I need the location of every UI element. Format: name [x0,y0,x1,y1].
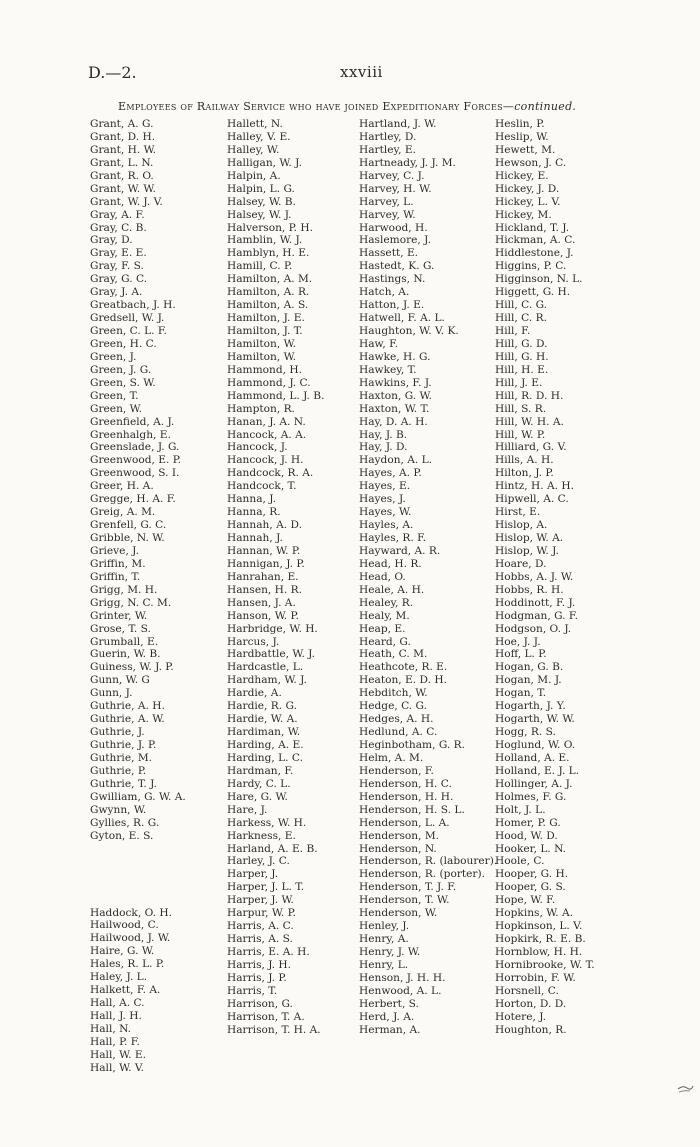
name-entry: Hammond, H. [227,363,302,376]
name-entry: Hamilton, A. S. [227,299,309,312]
name-entry: Hobbs, R. H. [495,583,564,596]
name-entry: Hannigan, J. P. [227,557,305,570]
name-entry: Guthrie, A. W. [90,713,165,726]
name-entry: Higginson, N. L. [495,273,583,286]
name-entry: Hill, R. D. H. [495,389,564,402]
name-entry: Guerin, W. B. [90,648,161,661]
name-entry: Hall, N. [90,1022,132,1035]
name-entry: Harding, L. C. [227,751,303,764]
name-entry: Hardie, W. A. [227,713,298,726]
name-entry: Halley, V. E. [227,130,291,143]
name-entry: Haddock, O. H. [90,906,172,919]
name-entry: Halligan, W. J. [227,156,302,169]
name-entry: Hilliard, G. V. [495,441,567,454]
name-entry: Hawke, H. G. [359,350,431,363]
name-entry: Gray, A. F. [90,208,145,221]
name-entry: Hoole, C. [495,855,545,868]
name-entry: Griffin, M. [90,557,146,570]
name-entry: Herman, A. [359,1023,421,1036]
name-entry: Halsey, W. J. [227,208,292,221]
name-entry: Hislop, W. J. [495,544,559,557]
name-entry: Hooper, G. S. [495,881,566,894]
name-entry: Haire, G. W. [90,945,155,958]
name-entry: Hill, H. E. [495,363,549,376]
name-entry: Guthrie, P. [90,764,147,777]
name-entry: Henderson, H. S. L. [359,803,465,816]
name-entry: Greenhalgh, E. [90,428,171,441]
name-entry: Hickland, T. J. [495,221,570,234]
name-entry: Haydon, A. L. [359,454,433,467]
name-entry: Greenslade, J. G. [90,441,180,454]
name-entry: Henson, J. H. H. [359,971,446,984]
name-entry: Hansen, J. A. [227,596,296,609]
name-entry: Heard, G. [359,635,411,648]
name-entry: Gunn, W. G [90,674,150,687]
name-entry: Hanson, W. P. [227,609,299,622]
name-entry: Henry, A. [359,933,409,946]
name-entry: Henderson, M. [359,829,440,842]
name-entry: Holland, E. J. L. [495,764,580,777]
name-entry: Hardbattle, W. J. [227,648,315,661]
name-entry: Haw, F. [359,337,399,350]
name-entry: Hannan, W. P. [227,544,301,557]
name-entry: Hoare, D. [495,557,547,570]
name-entry: Gyllies, R. G. [90,816,160,829]
name-entry: Hawkins, F. J. [359,376,432,389]
name-entry: Hilton, J. P. [495,467,554,480]
name-entry: Hopkins, W. A. [495,907,573,920]
name-entry: Hall, A. C. [90,997,145,1010]
name-entry: Holt, J. L. [495,803,546,816]
name-entry: Henderson, H. C. [359,777,452,790]
name-entry: Henley, J. [359,920,410,933]
name-entry: Harris, T. [227,984,278,997]
name-column-3 [359,118,497,1037]
heading-continued: continued. [514,100,577,113]
name-entry: Hogan, G. B. [495,661,564,674]
name-entry: Haughton, W. V. K. [359,325,459,337]
name-entry: Hardman, F. [227,764,294,777]
name-entry: Harding, A. E. [227,739,304,751]
name-entry: Halley, W. [227,143,280,156]
name-entry: Houghton, R. [495,1023,567,1036]
name-entry: Halpin, L. G. [227,182,295,195]
name-entry: Hayes, A. P. [359,467,422,480]
name-entry: Guthrie, J. [90,726,145,739]
name-entry: Hardie, A. [227,687,282,700]
group-spacer [90,843,186,907]
name-entry: Hammond, J. C. [227,376,311,389]
name-entry: Hannah, A. D. [227,519,302,532]
name-entry: Hoe, J. J. [495,635,541,648]
name-entry: Halverson, P. H. [227,221,313,234]
name-entry: Green, J. G. [90,363,152,376]
name-entry: Hogan, M. J. [495,674,562,687]
name-entry: Hay, J. D. [359,441,408,454]
name-entry: Harris, A. S. [227,933,293,946]
name-entry: Harper, J. [227,868,279,881]
name-entry: Hope, W. F. [495,894,556,907]
name-entry: Harkess, W. H. [227,816,307,829]
name-entry: Herbert, S. [359,997,419,1010]
name-entry: Greig, A. M. [90,506,156,519]
name-entry: Holmes, F. G. [495,790,567,803]
name-entry: Green, C. L. F. [90,325,167,337]
name-entry: Hebditch, W. [359,687,428,700]
name-entry: Haxton, W. T. [359,402,430,415]
name-entry: Hartland, J. W. [359,118,437,130]
name-entry: Hill, S. R. [495,402,547,415]
name-entry: Hooper, G. H. [495,868,569,881]
name-entry: Greatbach, J. H. [90,299,176,312]
heading-main: Employees of Railway Service who have joined Expeditionary Forces— [118,100,515,113]
name-entry: Gwynn, W. [90,803,147,816]
name-entry: Gunn, J. [90,687,133,700]
name-entry: Higgins, P. C. [495,260,567,273]
name-entry: Green, H. C. [90,337,157,350]
name-entry: Henwood, A. L. [359,984,442,997]
name-entry: Hardy, C. L. [227,777,291,790]
name-entry: Homer, P. G. [495,816,561,829]
name-entry: Hailwood, J. W. [90,932,171,945]
name-entry: Gray, G. C. [90,273,148,286]
name-entry: Greenfield, A. J. [90,415,175,428]
name-entry: Hodgson, O. J. [495,622,572,635]
name-entry: Gray, C. B. [90,221,147,234]
name-entry: Greenwood, S. I. [90,467,180,480]
name-entry: Hanna, R. [227,506,281,519]
name-entry: Helm, A. M. [359,751,424,764]
name-entry: Hoff, L. P. [495,648,547,661]
name-entry: Hare, G. W. [227,790,288,803]
name-entry: Grenfell, G. C. [90,519,167,532]
name-entry: Hiddlestone, J. [495,247,574,260]
name-entry: Grant, R. O. [90,169,154,182]
name-entry: Guthrie, J. P. [90,739,157,751]
page-number: xxviii [340,63,383,81]
name-entry: Hopkirk, R. E. B. [495,933,586,946]
name-entry: Hay, D. A. H. [359,415,428,428]
name-entry: Hanan, J. A. N. [227,415,306,428]
name-entry: Hayes, W. [359,506,412,519]
name-entry: Hall, J. H. [90,1010,142,1022]
name-entry: Hedges, A. H. [359,713,434,726]
name-entry: Hirst, E. [495,506,541,519]
name-entry: Harpur, W. P. [227,907,296,920]
name-entry: Green, T. [90,389,139,402]
name-entry: Hill, W. P. [495,428,546,441]
name-entry: Horrobin, F. W. [495,971,576,984]
name-entry: Hintz, H. A. H. [495,480,574,493]
name-entry: Hodgman, G. F. [495,609,578,622]
name-entry: Healy, M. [359,609,410,622]
ink-mark [676,1080,694,1094]
name-entry: Henry, L. [359,958,409,971]
name-entry: Hayles, R. F. [359,532,427,544]
name-entry: Handcock, R. A. [227,467,314,480]
name-entry: Harbridge, W. H. [227,622,318,635]
name-entry: Grant, A. G. [90,118,154,130]
name-entry: Hamill, C. P. [227,260,293,273]
name-entry: Hayward, A. R. [359,544,441,557]
name-entry: Griffin, T. [90,570,141,583]
name-entry: Grant, W. W. [90,182,156,195]
name-entry: Grieve, J. [90,544,139,557]
name-entry: Herd, J. A. [359,1010,415,1023]
name-entry: Hornibrooke, W. T. [495,958,595,971]
name-entry: Hayes, E. [359,480,411,493]
name-entry: Hotere, J. [495,1010,547,1023]
name-entry: Harris, J. H. [227,958,292,971]
name-entry: Harkness, E. [227,829,296,842]
name-entry: Hamilton, W. [227,337,296,350]
name-entry: Hooker, L. N. [495,842,567,855]
name-entry: Hancock, J. H. [227,454,304,467]
name-entry: Gray, F. S. [90,260,144,273]
name-entry: Hatton, J. E. [359,299,425,312]
name-entry: Hales, R. L. P. [90,958,165,971]
name-entry: Grant, W. J. V. [90,195,163,208]
name-entry: Hatwell, F. A. L. [359,312,445,325]
name-entry: Horton, D. D. [495,997,567,1010]
name-entry: Hill, C. G. [495,299,548,312]
name-entry: Hassett, E. [359,247,419,260]
name-entry: Hobbs, A. J. W. [495,570,574,583]
name-entry: Heslin, P. [495,118,545,130]
name-entry: Hancock, A. A. [227,428,307,441]
name-entry: Grose, T. S. [90,622,151,635]
name-entry: Hancock, J. [227,441,288,454]
name-entry: Hickman, A. C. [495,234,576,247]
name-entry: Harvey, H. W. [359,182,432,195]
name-entry: Grant, L. N. [90,156,154,169]
name-entry: Hamilton, W. [227,350,296,363]
name-entry: Hogan, T. [495,687,547,700]
name-entry: Hare, J. [227,803,268,816]
name-entry: Hickey, J. D. [495,182,560,195]
name-entry: Hannah, J. [227,532,283,544]
name-entry: Hamilton, J. T. [227,325,303,337]
name-entry: Harris, J. P. [227,971,287,984]
name-entry: Heathcote, R. E. [359,661,448,674]
name-entry: Hartley, D. [359,130,417,143]
name-entry: Heale, A. H. [359,583,425,596]
name-entry: Heaton, E. D. H. [359,674,447,687]
name-entry: Hipwell, A. C. [495,493,569,506]
name-entry: Halkett, F. A. [90,984,161,997]
name-entry: Horsnell, C. [495,984,559,997]
name-entry: Hall, W. E. [90,1048,146,1061]
name-entry: Haley, J. L. [90,971,148,984]
document-reference: D.—2. [88,63,137,82]
name-entry: Grigg, M. H. [90,583,158,596]
name-entry: Gribble, N. W. [90,532,165,544]
name-entry: Haxton, G. W. [359,389,432,402]
name-entry: Hood, W. D. [495,829,558,842]
name-entry: Hawkey, T. [359,363,417,376]
name-entry: Hogg, R. S. [495,726,556,739]
name-entry: Harley, J. C. [227,855,290,868]
name-entry: Hoglund, W. O. [495,739,576,751]
name-entry: Gray, D. [90,234,133,247]
name-entry: Harper, J. W. [227,894,294,907]
name-entry: Gray, E. E. [90,247,147,260]
name-entry: Gregge, H. A. F. [90,493,176,506]
name-entry: Grumball, E. [90,635,159,648]
name-entry: Hayes, J. [359,493,406,506]
name-entry: Henderson, N. [359,842,437,855]
name-entry: Higgett, G. H. [495,286,571,299]
name-entry: Harrison, G. [227,997,293,1010]
name-entry: Henderson, T. J. F. [359,881,457,894]
name-entry: Heginbotham, G. R. [359,739,465,751]
name-entry: Hall, P. F. [90,1035,140,1048]
name-entry: Hayles, A. [359,519,414,532]
name-entry: Harcus, J. [227,635,280,648]
name-entry: Hamblyn, H. E. [227,247,310,260]
name-entry: Guthrie, M. [90,751,153,764]
name-entry: Hewson, J. C. [495,156,567,169]
name-entry: Hardiman, W. [227,726,301,739]
name-entry: Hampton, R. [227,402,295,415]
name-column-2 [227,118,324,1037]
name-entry: Hammond, L. J. B. [227,389,325,402]
name-entry: Hardham, W. J. [227,674,307,687]
name-entry: Haslemore, J. [359,234,431,247]
name-entry: Greenwood, E. P. [90,454,182,467]
name-entry: Hoddinott, F. J. [495,596,576,609]
name-entry: Hall, W. V. [90,1061,145,1074]
name-entry: Grinter, W. [90,609,148,622]
name-entry: Hamilton, A. R. [227,286,310,299]
name-entry: Harris, A. C. [227,920,294,933]
name-entry: Harwood, H. [359,221,428,234]
name-entry: Grigg, N. C. M. [90,596,172,609]
name-entry: Hill, C. R. [495,312,547,325]
name-entry: Holland, A. E. [495,751,570,764]
name-entry: Heap, E. [359,622,406,635]
name-entry: Harris, E. A. H. [227,946,310,958]
name-entry: Hedge, C. G. [359,700,427,713]
name-entry: Henderson, F. [359,764,434,777]
name-entry: Gwilliam, G. W. A. [90,790,186,803]
name-entry: Guiness, W. J. P. [90,661,174,674]
name-entry: Hills, A. H. [495,454,554,467]
name-entry: Heslip, W. [495,130,549,143]
name-entry: Green, W. [90,402,143,415]
name-entry: Hardcastle, L. [227,661,304,674]
name-entry: Grant, D. H. [90,130,156,143]
name-entry: Hamblin, W. J. [227,234,303,247]
name-entry: Hastings, N. [359,273,426,286]
name-entry: Henderson, R. (labourer). [359,855,498,868]
name-entry: Grant, H. W. [90,143,157,156]
name-entry: Hislop, A. [495,519,548,532]
page-heading [118,100,678,113]
name-entry: Hornblow, H. H. [495,946,583,958]
name-entry: Harland, A. E. B. [227,842,318,855]
name-entry: Hogarth, W. W. [495,713,575,726]
name-entry: Green, S. W. [90,376,156,389]
name-entry: Hill, G. D. [495,337,548,350]
name-entry: Henderson, T. W. [359,894,450,907]
name-entry: Hickey, L. V. [495,195,561,208]
name-entry: Heath, C. M. [359,648,428,661]
name-entry: Hewett, M. [495,143,556,156]
name-entry: Hill, J. E. [495,376,543,389]
name-entry: Greer, H. A. [90,480,154,493]
name-entry: Hallett, N. [227,118,283,130]
name-entry: Hamilton, A. M. [227,273,313,286]
name-entry: Hartley, E. [359,143,416,156]
name-entry: Hamilton, J. E. [227,312,305,325]
name-entry: Hickey, M. [495,208,552,221]
name-entry: Hopkinson, L. V. [495,920,583,933]
name-entry: Henderson, H. H. [359,790,454,803]
name-entry: Gyton, E. S. [90,829,154,842]
name-entry: Halsey, W. B. [227,195,296,208]
name-entry: Hill, W. H. A. [495,415,564,428]
name-entry: Hay, J. B. [359,428,408,441]
name-entry: Hedlund, A. C. [359,726,438,739]
name-entry: Hanna, J. [227,493,277,506]
name-entry: Green, J. [90,350,137,363]
name-entry: Harvey, L. [359,195,414,208]
name-entry: Head, H. R. [359,557,422,570]
name-entry: Hailwood, C. [90,919,159,932]
name-entry: Hastedt, K. G. [359,260,435,273]
name-column-1 [90,118,186,1075]
name-entry: Halpin, A. [227,169,281,182]
name-entry: Hanrahan, E. [227,570,299,583]
name-entry: Hardie, R. G. [227,700,297,713]
name-entry: Hollinger, A. J. [495,777,573,790]
name-entry: Gredsell, W. J. [90,312,165,325]
name-entry: Henderson, R. (porter). [359,868,485,881]
name-entry: Head, O. [359,570,406,583]
name-entry: Guthrie, T. J. [90,777,157,790]
name-entry: Hansen, H. R. [227,583,302,596]
name-entry: Hickey, E. [495,169,549,182]
name-entry: Harvey, C. J. [359,169,425,182]
name-entry: Henry, J. W. [359,946,421,958]
name-entry: Harrison, T. H. A. [227,1023,321,1036]
name-entry: Hislop, W. A. [495,532,564,544]
name-entry: Healey, R. [359,596,414,609]
name-entry: Hartneady, J. J. M. [359,156,456,169]
name-entry: Hill, G. H. [495,350,549,363]
name-entry: Hogarth, J. Y. [495,700,566,713]
name-entry: Hatch, A. [359,286,410,299]
name-entry: Hill, F. [495,325,531,337]
name-entry: Guthrie, A. H. [90,700,165,713]
name-entry: Harper, J. L. T. [227,881,305,894]
name-entry: Henderson, L. A. [359,816,450,829]
name-entry: Gray, J. A. [90,286,143,299]
name-entry: Henderson, W. [359,907,438,920]
name-entry: Handcock, T. [227,480,297,493]
name-entry: Harrison, T. A. [227,1010,305,1023]
name-column-4 [495,118,595,1037]
name-entry: Harvey, W. [359,208,416,221]
